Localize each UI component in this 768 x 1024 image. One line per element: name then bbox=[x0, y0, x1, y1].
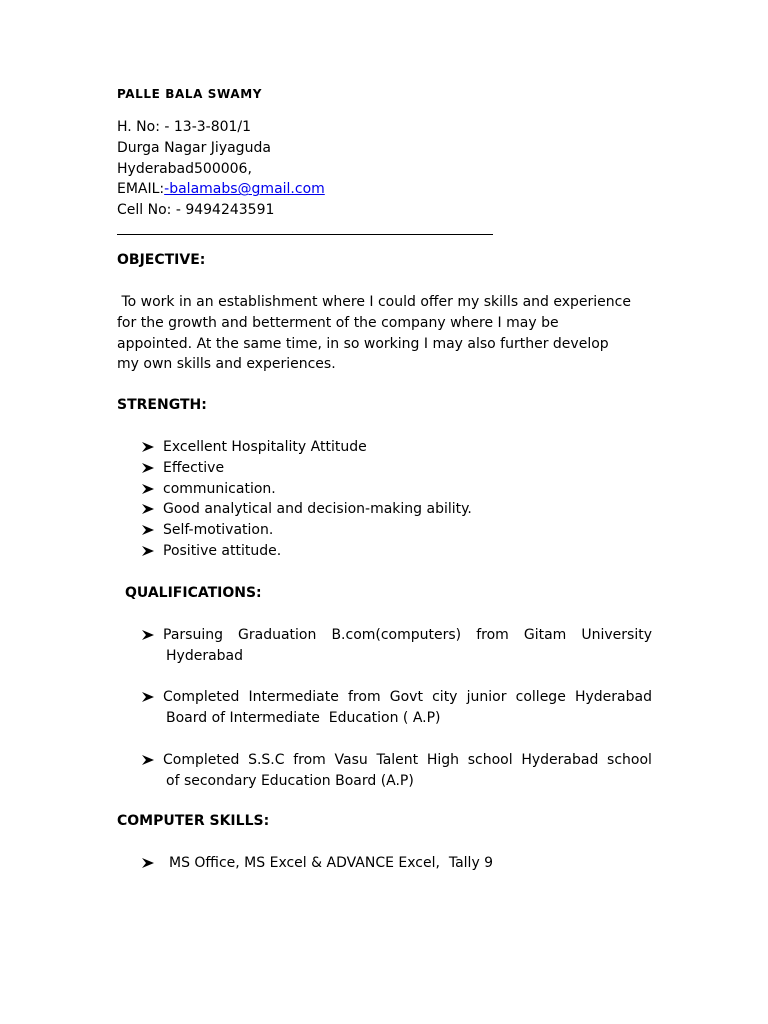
qualification-word: school bbox=[467, 752, 513, 768]
qualification-word: from bbox=[476, 627, 509, 643]
locality: Durga Nagar Jiyaguda bbox=[117, 139, 271, 156]
list-item bbox=[140, 479, 472, 500]
qualification-word: High bbox=[426, 752, 460, 768]
qualification-word: school bbox=[607, 752, 652, 768]
qualification-word: Completed bbox=[163, 689, 240, 705]
strength-list bbox=[140, 437, 472, 562]
objective-line: To work in an establishment where I could offer my skills and experience bbox=[117, 294, 631, 310]
list-item bbox=[140, 458, 472, 479]
objective-heading: OBJECTIVE: bbox=[117, 252, 206, 268]
qualifications-heading: QUALIFICATIONS: bbox=[125, 585, 262, 601]
computer-skills-heading: COMPUTER SKILLS: bbox=[117, 813, 270, 829]
list-item bbox=[140, 541, 472, 562]
strength-text: communication. bbox=[163, 480, 276, 497]
list-item bbox=[140, 437, 472, 458]
qualification-item bbox=[140, 687, 652, 729]
qualification-word: from bbox=[293, 752, 326, 768]
qualification-word: college bbox=[515, 689, 566, 705]
arrow-bullet-icon bbox=[140, 750, 156, 770]
qualification-word: junior bbox=[466, 689, 507, 705]
qualification-line-2: Board of Intermediate Education ( A.P) bbox=[166, 709, 441, 726]
qualification-word: Vasu bbox=[334, 752, 368, 768]
qualification-word: from bbox=[348, 689, 381, 705]
arrow-bullet-icon bbox=[140, 437, 156, 457]
objective-line: appointed. At the same time, in so working I may also further develop bbox=[117, 335, 609, 352]
qualification-word: Hyderabad bbox=[521, 752, 599, 768]
strength-heading: STRENGTH: bbox=[117, 397, 207, 413]
candidate-name: PALLE BALA SWAMY bbox=[117, 87, 263, 101]
arrow-bullet-icon bbox=[140, 687, 156, 707]
email-link[interactable]: -balamabs@gmail.com bbox=[164, 181, 325, 198]
qualification-word: B.com(computers) bbox=[331, 627, 462, 643]
arrow-bullet-icon bbox=[140, 520, 156, 540]
email-label: EMAIL: bbox=[117, 181, 165, 198]
strength-text: Self-motivation. bbox=[163, 522, 274, 539]
strength-text: Good analytical and decision-making ability. bbox=[163, 501, 472, 518]
qualification-word: Graduation bbox=[238, 627, 317, 643]
arrow-bullet-icon bbox=[140, 625, 156, 645]
qualification-line-1 bbox=[140, 625, 652, 646]
arrow-bullet-icon bbox=[140, 499, 156, 519]
cell-number: Cell No: - 9494243591 bbox=[117, 202, 275, 219]
computer-skills-list bbox=[140, 853, 493, 874]
qualification-word: Intermediate bbox=[248, 689, 339, 705]
city: Hyderabad500006, bbox=[117, 160, 252, 177]
arrow-bullet-icon bbox=[140, 458, 156, 478]
qualification-word: Completed bbox=[163, 752, 240, 768]
qualification-word: Govt bbox=[389, 689, 423, 705]
email-line bbox=[117, 179, 325, 200]
house-number: H. No: - 13-3-801/1 bbox=[117, 119, 252, 135]
computer-skill-text: MS Office, MS Excel & ADVANCE Excel, Tally 9 bbox=[169, 855, 494, 871]
qualification-word: University bbox=[581, 627, 652, 643]
qualification-line-1 bbox=[140, 750, 652, 771]
qualification-line-2: of secondary Education Board (A.P) bbox=[166, 772, 414, 789]
qualification-word: Gitam bbox=[523, 627, 567, 643]
list-item bbox=[140, 520, 472, 541]
strength-text: Effective bbox=[163, 459, 225, 476]
objective-text bbox=[117, 292, 657, 375]
qualification-item bbox=[140, 625, 652, 667]
arrow-bullet-icon bbox=[140, 479, 156, 499]
qualification-word: Talent bbox=[376, 752, 419, 768]
strength-text: Excellent Hospitality Attitude bbox=[163, 439, 367, 455]
objective-line: my own skills and experiences. bbox=[117, 356, 336, 373]
qualification-line-1 bbox=[140, 687, 652, 708]
qualification-line-2: Hyderabad bbox=[166, 647, 243, 664]
objective-line: for the growth and betterment of the company where I may be bbox=[117, 314, 559, 331]
contact-block bbox=[117, 117, 325, 221]
separator-line bbox=[117, 234, 493, 235]
strength-text: Positive attitude. bbox=[163, 542, 282, 559]
arrow-bullet-icon bbox=[140, 541, 156, 561]
qualification-word: Parsuing bbox=[163, 627, 223, 643]
qualification-word: Hyderabad bbox=[574, 689, 652, 705]
list-item bbox=[140, 499, 472, 520]
qualification-word: city bbox=[432, 689, 458, 705]
arrow-bullet-icon bbox=[140, 853, 156, 873]
qualification-item bbox=[140, 750, 652, 792]
qualification-word: S.S.C bbox=[248, 752, 285, 768]
